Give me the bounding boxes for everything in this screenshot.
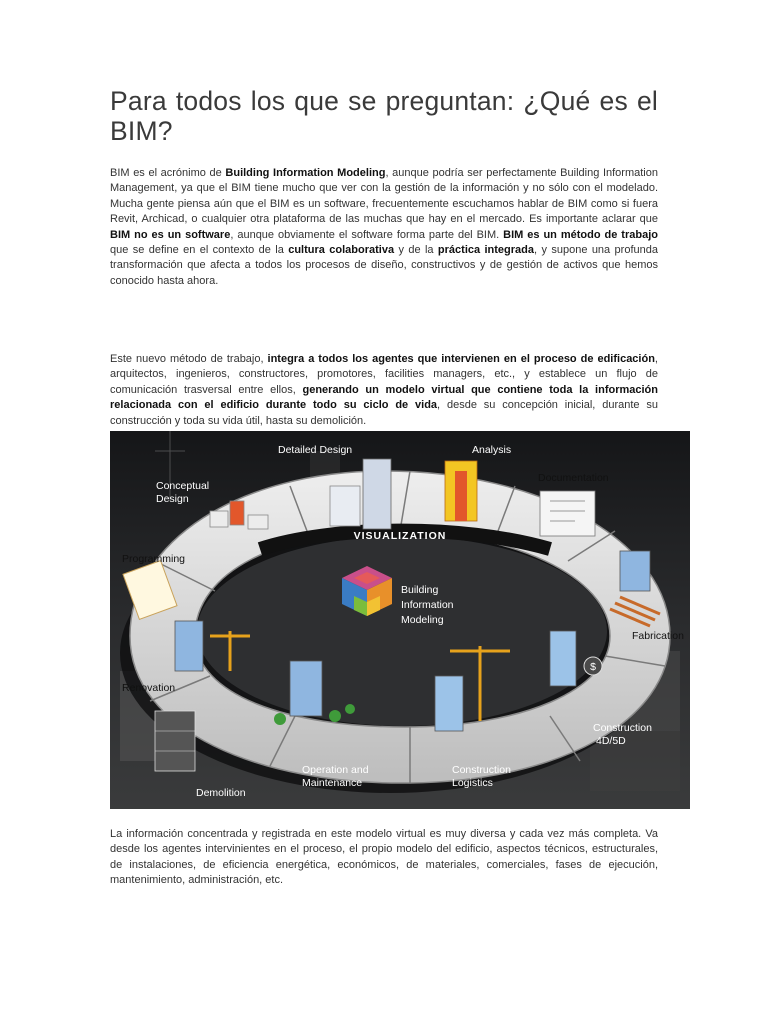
label-analysis: Analysis — [472, 444, 512, 456]
center-title-line1: Building — [401, 584, 439, 596]
text-run: , aunque podría ser perfectamente Building Information Management, ya que el BIM tiene mucho que ver con la gestión de la información y no sólo con el modelado. Mucha gente piensa aún que el BIM es un software, frecuentemente escuchamos hablar de BIM como si fuera Revit, Archicad, o cualquier otra plataforma de las muchas que hay en el mercado. Es importante aclarar que — [110, 167, 658, 226]
documentation-illustration — [540, 491, 595, 536]
label-operation-1: Operation and — [302, 764, 369, 776]
bold-text: generando un modelo virtual que contiene toda la información relacionada con el edificio durante todo su ciclo de vida — [110, 383, 658, 412]
bold-text: BIM es un método de trabajo — [503, 228, 658, 241]
text-run: , arquitectos, ingenieros, constructores, promotores, facilities managers, etc., y establece un flujo de comunicación trasversal entre ellos, — [110, 353, 658, 396]
bold-text: BIM no es un software — [110, 228, 231, 241]
label-demolition: Demolition — [196, 787, 246, 799]
text-run: , desde su concepción inicial, durante su construcción y toda su vida útil, hasta su demolición. — [110, 399, 659, 427]
label-renovation: Renovation — [122, 682, 176, 694]
label-documentation: Documentation — [538, 472, 609, 484]
ring-inner — [197, 536, 607, 726]
page-title: Para todos los que se preguntan: ¿Qué es el BIM? — [110, 86, 658, 146]
text-run: Este nuevo método de trabajo, — [110, 353, 268, 365]
label-conceptual-2: Design — [156, 493, 189, 505]
label-fabrication: Fabrication — [632, 630, 684, 642]
text-run: que se define en el contexto de la — [110, 244, 289, 257]
label-operation-2: Maintenance — [302, 777, 363, 789]
label-construction-4d5d-2: 4D/5D — [596, 735, 626, 747]
bold-text: cultura colaborativa — [288, 244, 395, 257]
bold-text: Building Information Modeling — [225, 167, 386, 179]
text-run: y de la — [394, 244, 438, 257]
text-run: , y supone una profunda transformación que afecta a todos los procesos de diseño, constructivos y de gestión de activos que hemos conocido hasta ahora. — [110, 244, 658, 287]
bim-lifecycle-diagram — [110, 431, 690, 809]
label-construction-logistics-2: Logistics — [452, 777, 493, 789]
demolition-illustration — [155, 711, 195, 771]
bold-text: integra a todos los agentes que intervienen en el proceso de edificación — [267, 353, 655, 365]
text-run: , aunque obviamente el software forma parte del BIM. — [230, 228, 504, 241]
svg-text:$: $ — [590, 661, 596, 673]
label-programming: Programming — [122, 553, 186, 565]
paragraph-information: La información concentrada y registrada en este modelo virtual es muy diversa y cada vez más completa. Va desde los agentes intervinientes en el proceso, el propio modelo del edificio, aspectos técnicos, estructurales, de instalaciones, de eficiencia energética, económicos, de materiales, comerciales, fases de ejecución, mantenimiento, administración, etc. — [110, 828, 658, 887]
bold-text: práctica integrada — [437, 244, 535, 257]
center-title-line2: Information — [401, 599, 454, 611]
paragraph-method — [110, 352, 658, 429]
analysis-illustration — [445, 461, 477, 521]
text-run: BIM es el acrónimo de — [110, 167, 226, 179]
center-title-line3: Modeling — [401, 614, 444, 626]
paragraph-intro — [110, 166, 658, 289]
label-detailed-design: Detailed Design — [278, 444, 353, 456]
label-conceptual-1: Conceptual — [156, 480, 210, 492]
ring-label: VISUALIZATION — [353, 530, 447, 542]
label-construction-logistics-1: Construction — [452, 764, 511, 776]
label-construction-4d5d-1: Construction — [593, 722, 652, 734]
